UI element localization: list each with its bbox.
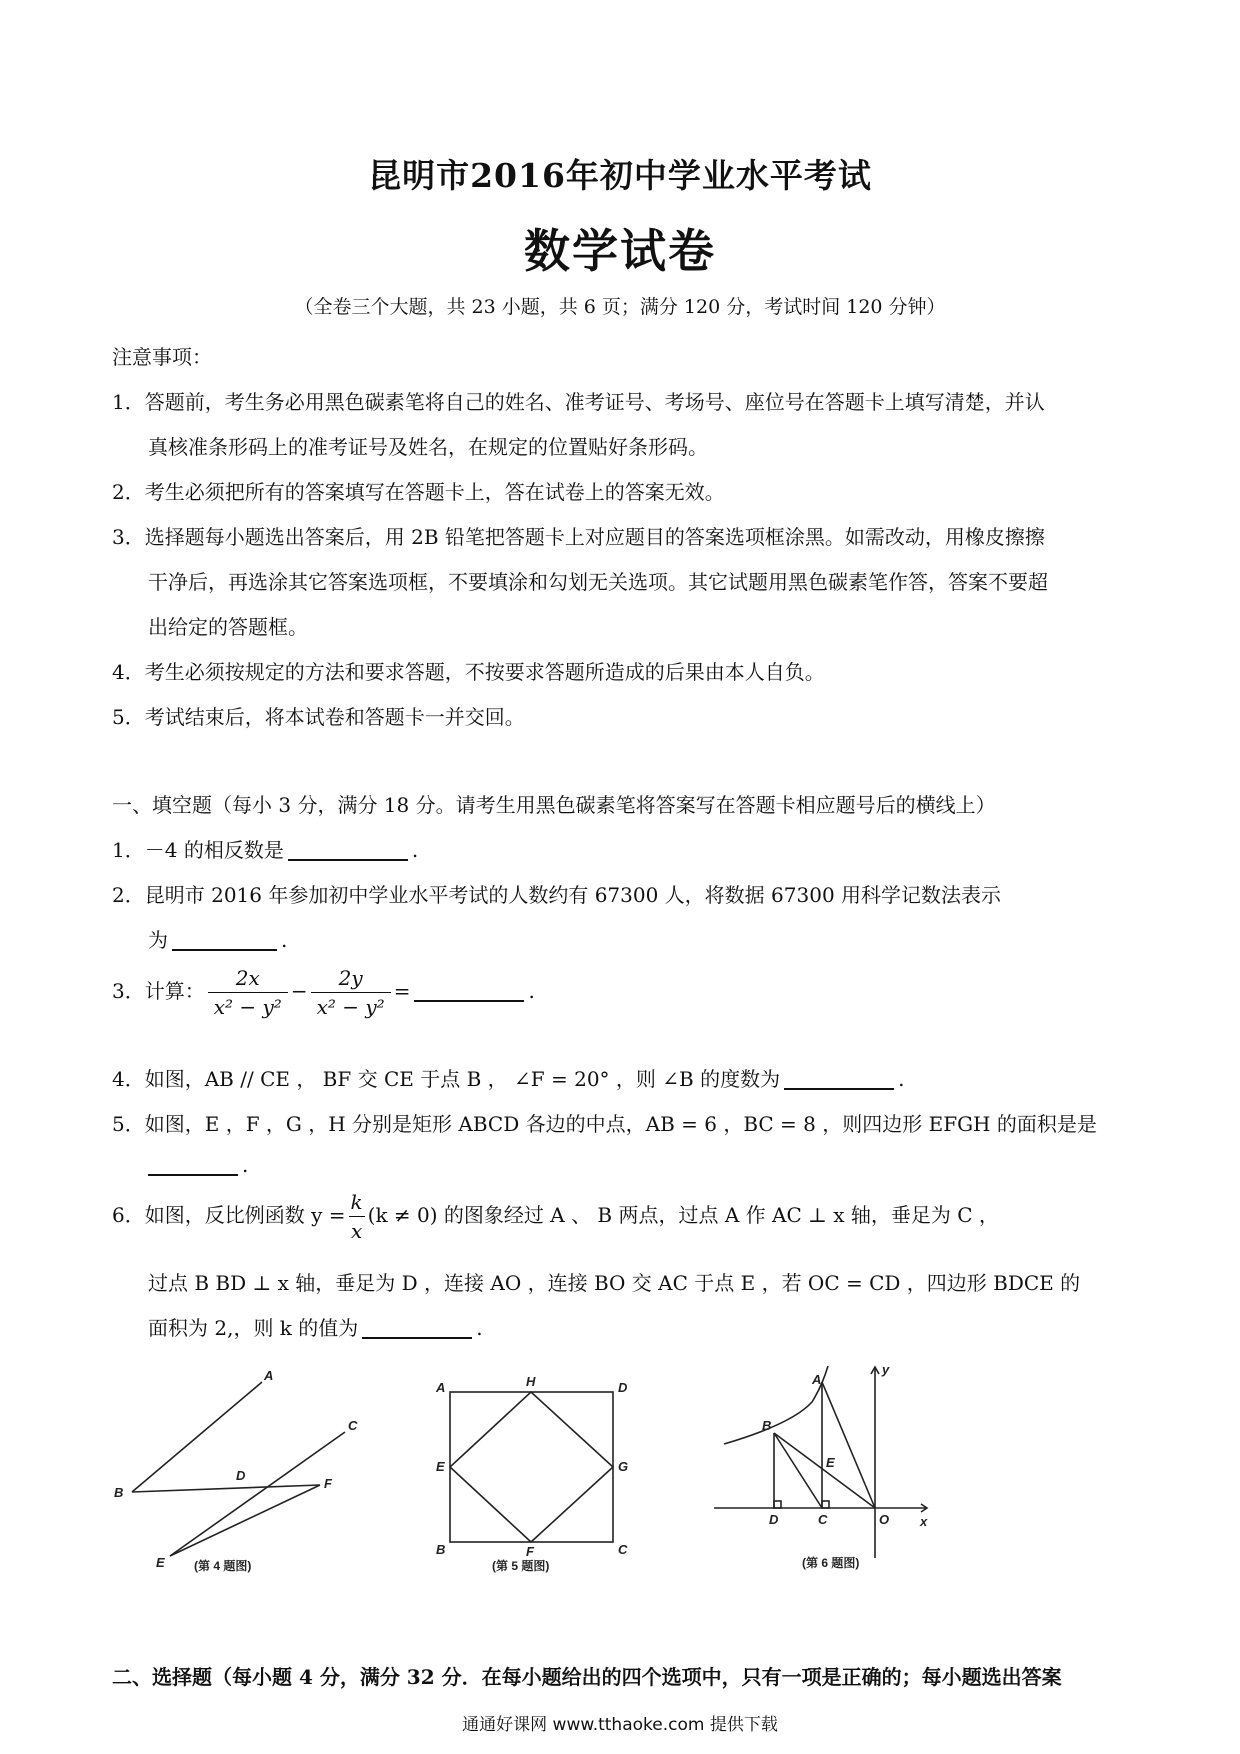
question-number: 2．: [112, 883, 145, 907]
figure-5-caption: (第 5 题图): [492, 1559, 550, 1573]
right-angle-d: [774, 1501, 781, 1508]
numerator: 2y: [311, 966, 391, 993]
notice-item-1: [112, 386, 1045, 415]
label-d: D: [618, 1380, 628, 1395]
rectangle-abcd: [450, 1392, 613, 1542]
question-text: 为: [148, 928, 168, 952]
question-text: －4 的相反数是: [144, 838, 284, 862]
question-end: .: [528, 979, 535, 1003]
question-text: 昆明市 2016 年参加初中学业水平考试的人数约有 67300 人，将数据 67300 用科学记数法表示: [144, 883, 1002, 907]
fraction-1: [208, 966, 288, 1019]
question-5: [112, 1108, 1097, 1137]
question-text: 如图，E ，F ，G ，H 分别是矩形 ABCD 各边的中点，AB = 6 ，BC = 8 ，则四边形 EFGH 的面积是是: [144, 1112, 1097, 1136]
notice-item-text: 考试结束后，将本试卷和答题卡一并交回。: [144, 705, 525, 729]
answer-blank: [288, 839, 408, 861]
label-f: F: [324, 1476, 332, 1491]
question-text: (k ≠ 0) 的图象经过 A 、 B 两点，过点 A 作 AC ⊥ x 轴，垂足为 C ，: [367, 1203, 999, 1227]
label-g: G: [618, 1459, 629, 1474]
label-d: D: [236, 1468, 246, 1483]
line-ef: [170, 1485, 320, 1556]
notice-item-2: [112, 476, 725, 505]
answer-blank: [148, 1154, 238, 1176]
subject-title: 数学试卷: [524, 224, 716, 278]
label-c: C: [618, 1542, 628, 1557]
minus-sign: −: [290, 979, 308, 1003]
question-number: 4．: [112, 1067, 145, 1091]
notice-item-5: [112, 701, 525, 730]
notice-item-number: 5．: [112, 705, 145, 729]
page-footer: 通通好课网 www.tthaoke.com 提供下载: [462, 1715, 778, 1735]
label-c: C: [818, 1512, 828, 1527]
section1-heading: 一、填空题（每小 3 分，满分 18 分。请考生用黑色碳素笔将答案写在答题卡相应题号后的横线上）: [112, 793, 996, 817]
label-a: A: [264, 1368, 274, 1383]
answer-blank: [172, 929, 277, 951]
question-number: 6．: [112, 1203, 145, 1227]
notice-heading: 注意事项：: [112, 345, 212, 369]
question-end: .: [411, 838, 419, 862]
question-number: 5．: [112, 1112, 145, 1136]
question-text: 计算：: [144, 979, 205, 1003]
label-b: B: [114, 1485, 124, 1500]
notice-item-3-cont: 干净后，再选涂其它答案选项框，不要填涂和勾划无关选项。其它试题用黑色碳素笔作答，答案不要超: [148, 570, 1048, 594]
question-6: [112, 1190, 999, 1243]
label-y: y: [882, 1362, 890, 1377]
label-x: x: [920, 1514, 928, 1529]
figure-5: [432, 1370, 632, 1573]
section2-heading: 二、选择题（每小题 4 分，满分 32 分．在每小题给出的四个选项中，只有一项是正确的；每小题选出答案: [112, 1665, 1062, 1689]
question-4: [112, 1063, 904, 1092]
numerator: 2x: [208, 966, 288, 993]
question-end: .: [476, 1316, 483, 1340]
equals-sign: =: [393, 979, 411, 1003]
question-text: 如图，反比例函数 y =: [144, 1203, 346, 1227]
figure-4-caption: (第 4 题图): [194, 1559, 252, 1573]
question-6-cont2: [148, 1312, 483, 1341]
notice-item-3-cont2: 出给定的答题框。: [148, 615, 308, 639]
label-f: F: [526, 1544, 534, 1559]
question-1: [112, 834, 418, 863]
segment-bc: [774, 1433, 822, 1508]
question-number: 1．: [112, 838, 145, 862]
question-text: 如图，AB // CE ， BF 交 CE 于点 B ， ∠F = 20° ，则 ∠B 的度数为: [144, 1067, 781, 1091]
notice-item-number: 3．: [112, 525, 145, 549]
label-a: A: [812, 1372, 822, 1387]
label-b: B: [762, 1418, 772, 1433]
notice-item-3: [112, 521, 1045, 550]
question-end: .: [242, 1153, 249, 1177]
exam-info: （全卷三个大题，共 23 小题，共 6 页；满分 120 分，考试时间 120 分钟）: [294, 296, 946, 318]
notice-item-number: 4．: [112, 660, 145, 684]
figure-6: [712, 1362, 942, 1570]
question-3: [112, 966, 535, 1019]
denominator: x² − y²: [213, 995, 282, 1019]
notice-item-text: 答题前，考生务必用黑色碳素笔将自己的姓名、准考证号、考场号、座位号在答题卡上填写清楚，并认: [144, 390, 1045, 414]
line-ec: [170, 1432, 345, 1556]
figure-6-caption: (第 6 题图): [802, 1556, 860, 1570]
label-c: C: [348, 1418, 358, 1433]
label-a: A: [436, 1380, 446, 1395]
notice-item-text: 考生必须把所有的答案填写在答题卡上，答在试卷上的答案无效。: [144, 480, 725, 504]
right-angle-c: [822, 1501, 829, 1508]
denominator: x: [350, 1219, 363, 1243]
question-6-cont: 过点 B BD ⊥ x 轴，垂足为 D ，连接 AO ，连接 BO 交 AC 于点 E ，若 OC = CD ，四边形 BDCE 的: [148, 1271, 1081, 1295]
label-e: E: [826, 1455, 835, 1470]
numerator: k: [349, 1190, 365, 1217]
question-5-cont: [148, 1153, 248, 1177]
question-end: .: [281, 928, 288, 952]
line-bf: [132, 1485, 320, 1492]
label-b: B: [436, 1542, 446, 1557]
question-2: [112, 879, 1001, 908]
question-number: 3．: [112, 979, 145, 1003]
notice-item-1-cont: 真核准条形码上的准考证号及姓名，在规定的位置贴好条形码。: [148, 435, 708, 459]
fraction-k-over-x: [349, 1190, 365, 1243]
figure-4: [112, 1368, 358, 1573]
fraction-2: [311, 966, 391, 1019]
answer-blank: [414, 980, 524, 1002]
notice-item-number: 2．: [112, 480, 145, 504]
label-o: O: [879, 1512, 890, 1527]
question-end: .: [898, 1067, 905, 1091]
notice-item-text: 考生必须按规定的方法和要求答题，不按要求答题所造成的后果由本人自负。: [144, 660, 825, 684]
denominator: x² − y²: [316, 995, 385, 1019]
exam-title: 昆明市2016年初中学业水平考试: [368, 156, 872, 195]
question-text: 面积为 2,，则 k 的值为: [148, 1316, 359, 1340]
notice-item-4: [112, 656, 825, 685]
label-h: H: [526, 1374, 536, 1389]
answer-blank: [784, 1068, 894, 1090]
answer-blank: [362, 1317, 472, 1339]
label-e: E: [436, 1459, 445, 1474]
notice-item-number: 1．: [112, 390, 145, 414]
question-2-cont: [148, 924, 287, 953]
quadrilateral-efgh: [450, 1392, 613, 1542]
label-e: E: [156, 1555, 165, 1570]
label-d: D: [769, 1512, 779, 1527]
notice-item-text: 选择题每小题选出答案后，用 2B 铅笔把答题卡上对应题目的答案选项框涂黑。如需改动，用橡皮擦擦: [144, 525, 1045, 549]
